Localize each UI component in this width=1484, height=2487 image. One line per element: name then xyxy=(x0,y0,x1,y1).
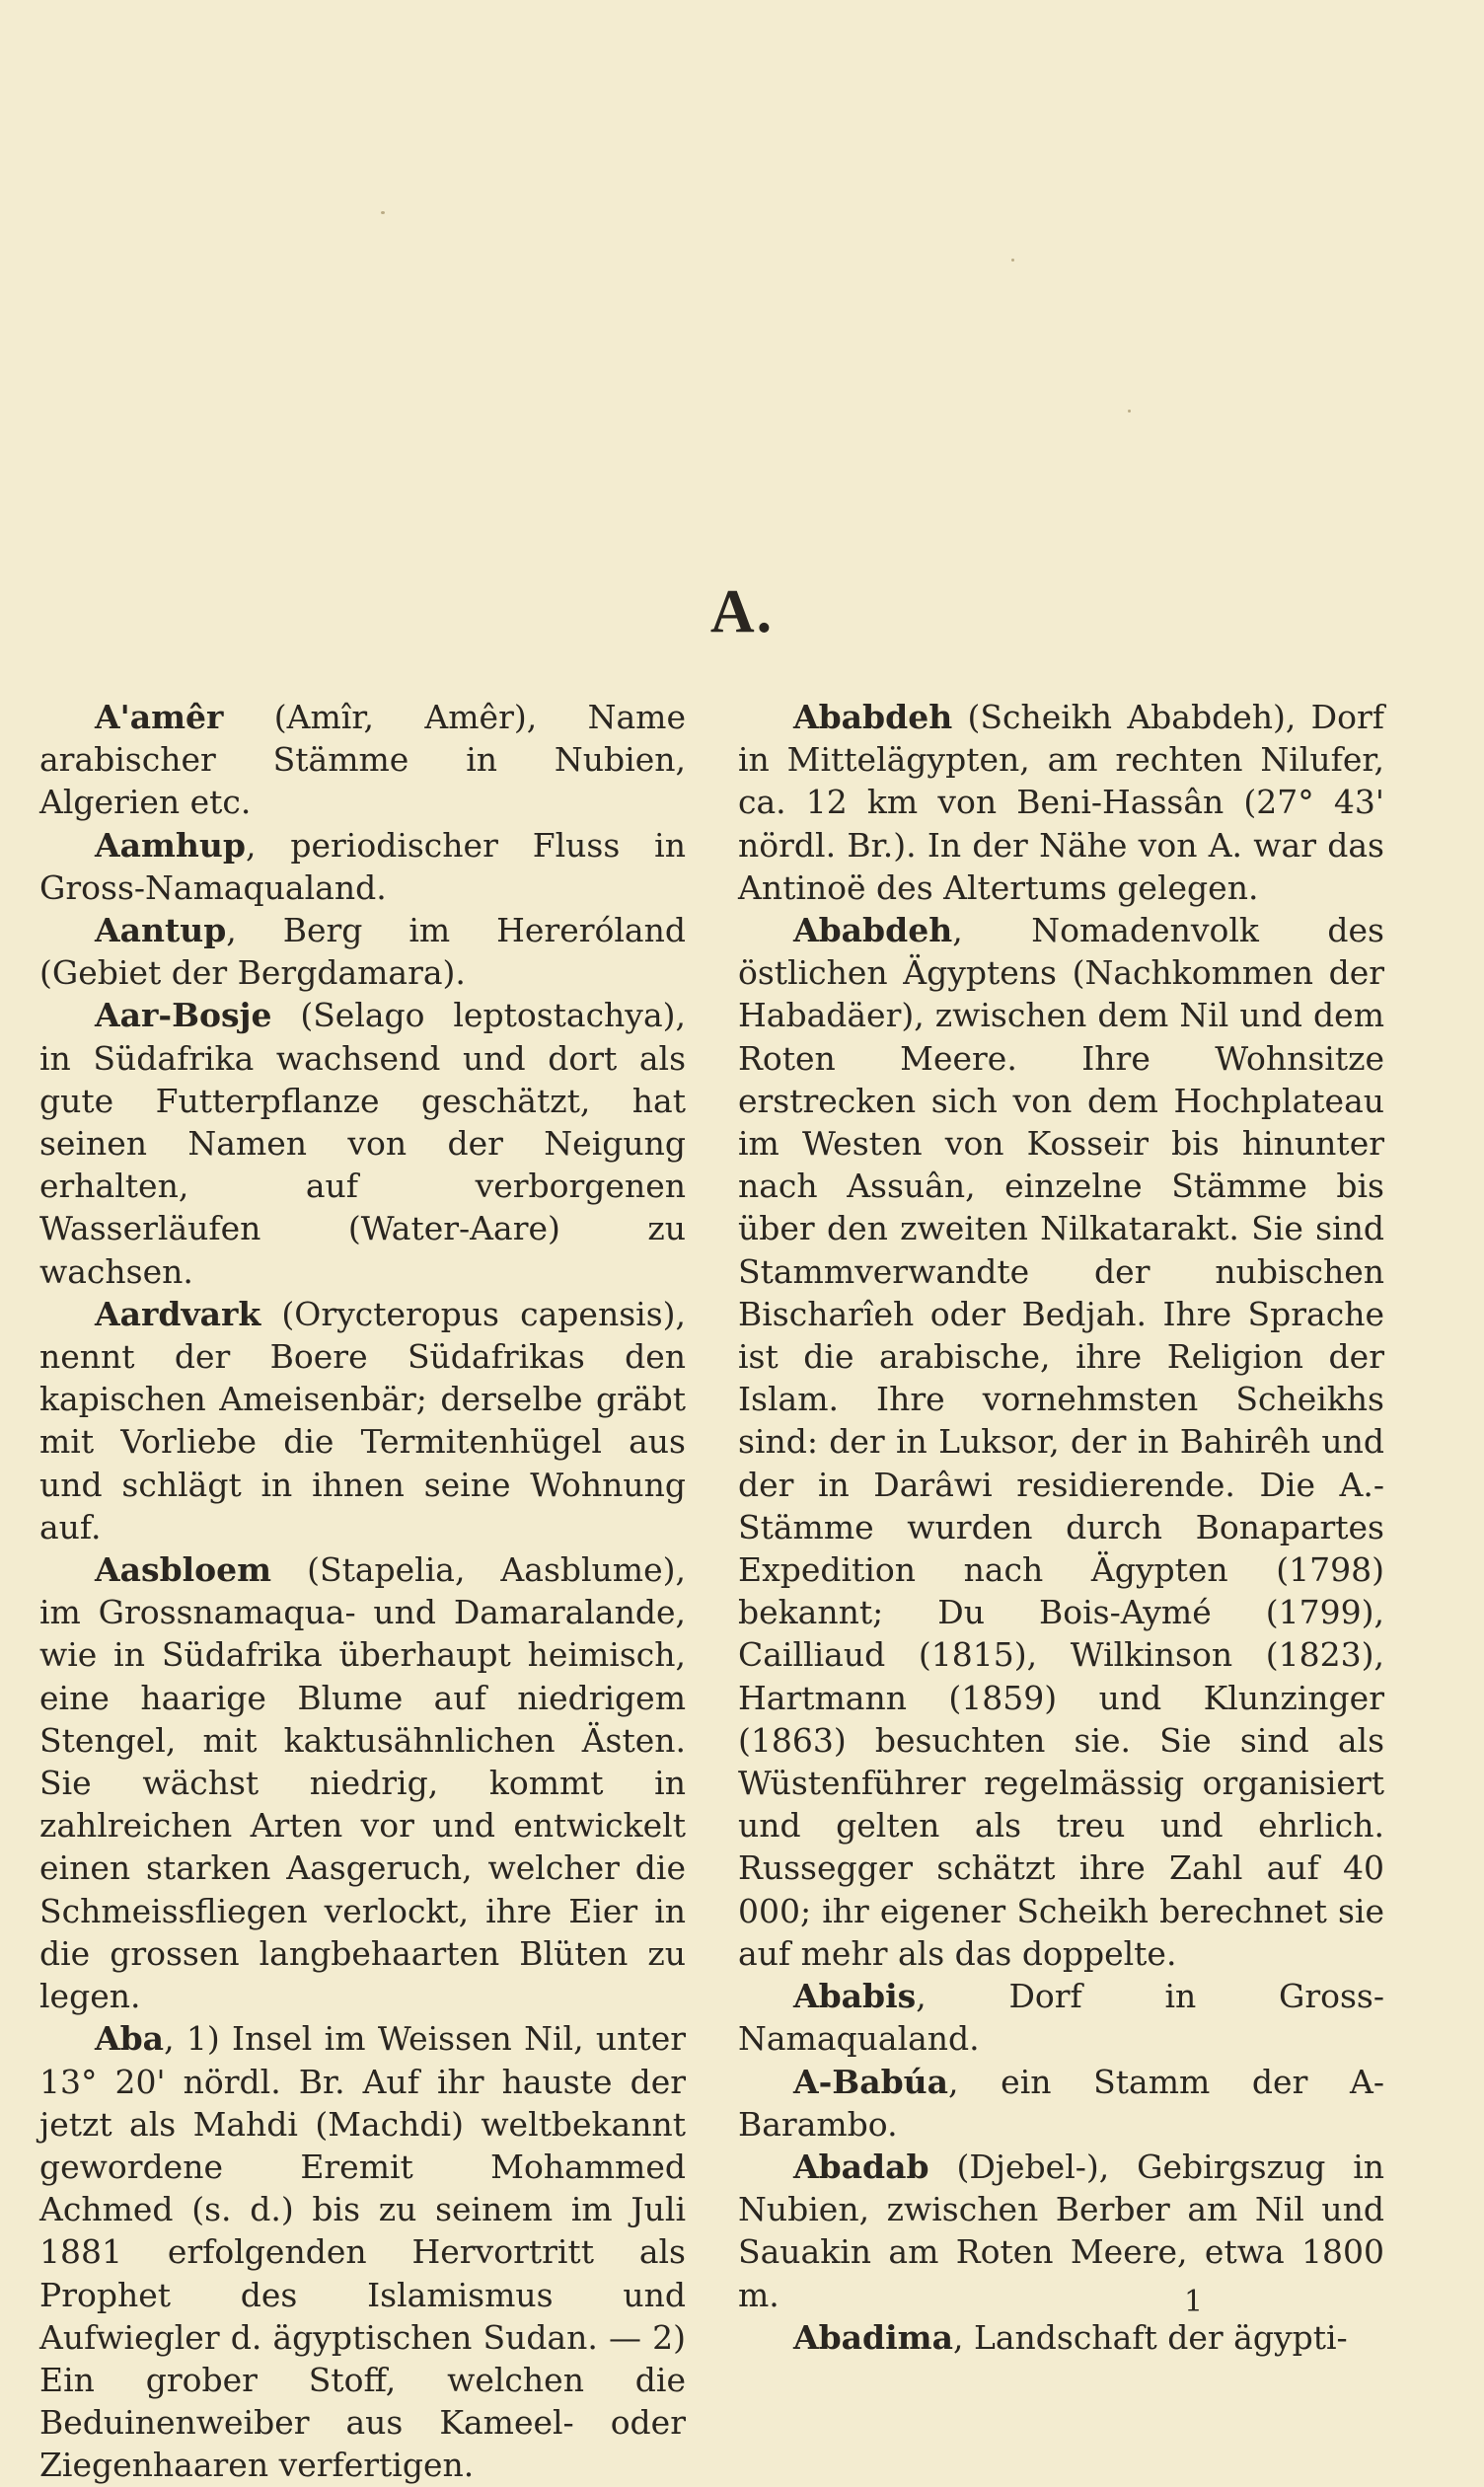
dictionary-entry xyxy=(39,909,686,994)
dictionary-entry xyxy=(39,994,686,1292)
entry-text: , periodischer Fluss in Gross-Namaqualand. xyxy=(39,825,686,907)
dictionary-entry xyxy=(738,2316,1384,2359)
entry-text: (Selago leptostachya), in Südafrika wachsend und dort als gute Futterpflanze geschätzt, hat seinen Namen von der Neigung erhalten, auf verborgenen Wasserläufen (Water-Aare) zu wachsen. xyxy=(39,996,686,1291)
headword: A-Babúa xyxy=(793,2062,949,2101)
dictionary-entry xyxy=(738,2061,1384,2146)
dictionary-entry xyxy=(738,1975,1384,2060)
page-number: 1 xyxy=(1184,2285,1204,2319)
dictionary-entry xyxy=(738,696,1384,909)
entry-text: , ein Stamm der A-Barambo. xyxy=(738,2062,1384,2144)
headword: Aasbloem xyxy=(95,1550,272,1590)
dictionary-entry xyxy=(39,2017,686,2486)
dictionary-entry xyxy=(39,1293,686,1548)
dictionary-entry xyxy=(39,824,686,909)
entry-text: (Orycteropus capensis), nennt der Boere Südafrikas den kapischen Ameisenbär; derselbe gräbt mit Vorliebe die Termitenhügel aus und schlägt in ihnen seine Wohnung auf. xyxy=(39,1294,686,1546)
ink-speck xyxy=(1128,410,1131,413)
headword: A'amêr xyxy=(95,698,224,736)
headword: Aantup xyxy=(95,911,227,950)
section-letter: A. xyxy=(709,578,775,645)
headword: Ababdeh xyxy=(793,698,953,736)
entry-text: , Dorf in Gross-Namaqualand. xyxy=(738,1977,1384,2059)
entry-text: (Amîr, Amêr), Name arabischer Stämme in Nubien, Algerien etc. xyxy=(39,698,686,822)
ink-speck xyxy=(381,211,385,214)
ink-speck xyxy=(1011,259,1014,262)
dictionary-entry xyxy=(738,2146,1384,2316)
entry-text: , 1) Insel im Weissen Nil, unter 13° 20' nördl. Br. Auf ihr hauste der jetzt als Mahdi (Machdi) weltbekannt gewordene Eremit Mohammed Achmed (s. d.) bis zu seinem im Juli 1881 erfolgenden Hervortritt als Prophet des Islamismus und Aufwiegler d. ägyptischen Sudan. — 2) Ein grober Stoff, welchen die Beduinenweiber aus Kameel- oder Ziegenhaaren verfertigen. xyxy=(39,2019,686,2485)
entry-text: (Scheikh Ababdeh), Dorf in Mittelägypten, am rechten Nilufer, ca. 12 km von Beni-Hassân (27° 43' nördl. Br.). In der Nähe von A. war das Antinoë des Altertums gelegen. xyxy=(738,698,1384,907)
headword: Aba xyxy=(95,2019,165,2059)
entry-text: (Djebel-), Gebirgszug in Nubien, zwischen Berber am Nil und Sauakin am Roten Meere, etwa 1800 m. xyxy=(738,2147,1384,2314)
headword: Aamhup xyxy=(95,825,246,865)
right-column xyxy=(738,696,1384,2359)
headword: Abadima xyxy=(793,2317,953,2357)
entry-text: (Stapelia, Aasblume), im Grossnamaqua- und Damaralande, wie in Südafrika überhaupt heimisch, eine haarige Blume auf niedrigem Stengel, mit kaktusähnlichen Ästen. Sie wächst niedrig, kommt in zahlreichen Arten vor und entwickelt einen starken Aasgeruch, welcher die Schmeissfliegen verlockt, ihre Eier in die grossen langbehaarten Blüten zu legen. xyxy=(39,1550,686,2016)
entry-text: , Landschaft der ägypti- xyxy=(952,2317,1348,2357)
entry-text: , Nomadenvolk des östlichen Ägyptens (Nachkommen der Habadäer), zwischen dem Nil und dem Roten Meere. Ihre Wohnsitze erstrecken sich von dem Hochplateau im Westen von Kosseir bis hinunter nach Assuân, einzelne Stämme bis über den zweiten Nilkatarakt. Sie sind Stammverwandte der nubischen Bischarîeh oder Bedjah. Ihre Sprache ist die arabische, ihre Religion der Islam. Ihre vornehmsten Scheikhs sind: der in Luksor, der in Bahirêh und der in Darâwi residierende. Die A.-Stämme wurden durch Bonapartes Expedition nach Ägypten (1798) bekannt; Du Bois-Aymé (1799), Cailliaud (1815), Wilkinson (1823), Hartmann (1859) und Klunzinger (1863) besuchten sie. Sie sind als Wüstenführer regelmässig organisiert und gelten als treu und ehrlich. Russegger schätzt ihre Zahl auf 40 000; ihr eigener Scheikh berechnet sie auf mehr als das doppelte. xyxy=(738,911,1384,1973)
headword: Ababis xyxy=(793,1977,917,2016)
dictionary-entry xyxy=(738,909,1384,1975)
left-column xyxy=(39,696,686,2487)
entry-text: , Berg im Hereróland (Gebiet der Bergdamara). xyxy=(39,911,686,993)
headword: Aar-Bosje xyxy=(95,996,272,1035)
dictionary-entry xyxy=(39,696,686,824)
headword: Aardvark xyxy=(95,1294,261,1333)
dictionary-entry xyxy=(39,1548,686,2017)
headword: Ababdeh xyxy=(793,911,953,950)
headword: Abadab xyxy=(793,2147,929,2186)
